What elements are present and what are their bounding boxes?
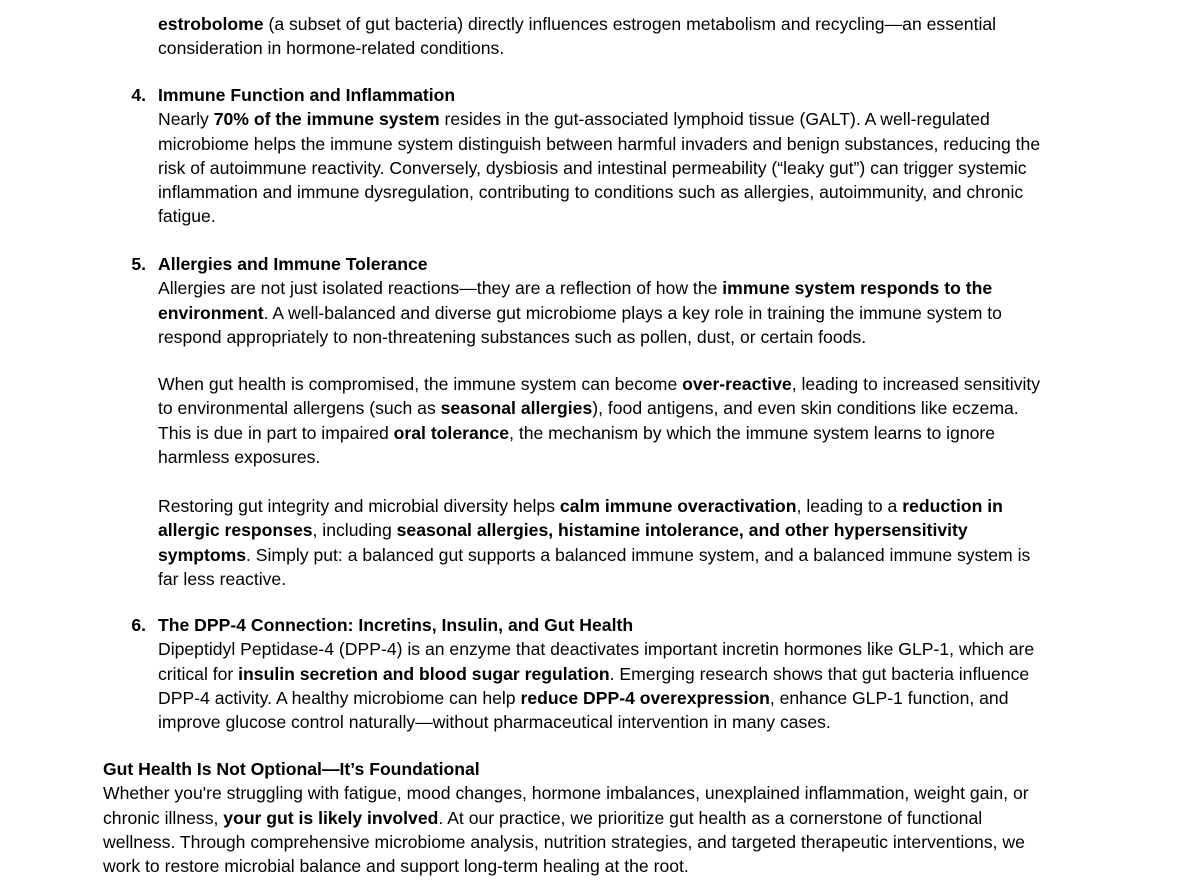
text-run: , including	[312, 520, 397, 541]
text-line: respond appropriately to non-threatening substances such as pollen, dust, or certain foods.	[158, 326, 867, 347]
text-line	[158, 518, 1030, 542]
text-line: far less reactive.	[158, 568, 287, 589]
text-run: Restoring gut integrity and microbial diversity helps	[158, 496, 560, 516]
text-line	[158, 372, 1040, 396]
text-line	[158, 12, 996, 36]
bold-term: symptoms	[158, 544, 246, 565]
item-heading	[158, 613, 1034, 637]
text-line	[158, 301, 1002, 325]
text-line	[158, 686, 1034, 710]
bold-term: calm immune overactivation	[559, 496, 797, 516]
text-line: work to restore microbial balance and support long-term healing at the root.	[103, 856, 689, 877]
bold-term: estrobolome	[158, 14, 264, 34]
text-line: wellness. Through comprehensive microbiome analysis, nutrition strategies, and targeted therapeutic interventions, we	[103, 831, 1025, 852]
allergies-paragraph-3	[158, 494, 1030, 591]
bold-term: allergic responses	[158, 520, 313, 541]
text-run: critical for	[158, 663, 239, 684]
text-run: DPP-4 activity. A healthy microbiome can help	[158, 687, 521, 708]
text-run: . Emerging research shows that gut bacteria influence	[609, 663, 1030, 684]
text-line	[158, 494, 1030, 518]
text-run: , leading to a	[796, 496, 903, 516]
heading-text: The DPP-4 Connection: Incretins, Insulin, and Gut Health	[158, 615, 634, 635]
intro-tail-paragraph	[158, 12, 996, 61]
text-line: consideration in hormone-related conditions.	[158, 38, 505, 59]
text-run: , the mechanism by which the immune system learns to ignore	[509, 422, 996, 443]
text-line	[158, 107, 1040, 131]
closing-section	[103, 757, 1029, 878]
section-heading	[103, 757, 1029, 781]
text-run: (a subset of gut bacteria) directly influences estrogen metabolism and recycling—an essential	[263, 14, 997, 34]
text-line	[158, 543, 1030, 567]
text-run: . At our practice, we prioritize gut health as a cornerstone of functional	[438, 807, 983, 828]
list-number: 5.	[131, 254, 146, 274]
text-line	[103, 806, 1029, 830]
list-item-allergies	[158, 252, 1002, 349]
bold-term: oral tolerance	[393, 422, 510, 443]
text-line: fatigue.	[158, 206, 216, 227]
bold-term: seasonal allergies	[440, 398, 593, 419]
list-number: 6.	[131, 615, 146, 635]
text-run: , enhance GLP-1 function, and	[769, 687, 1009, 708]
text-run: chronic illness,	[103, 807, 224, 828]
text-line: microbiome helps the immune system distinguish between harmful invaders and benign substances, reducing the	[158, 133, 1041, 154]
text-run: resides in the gut-associated lymphoid tissue (GALT). A well-regulated	[439, 109, 990, 130]
text-line: harmless exposures.	[158, 446, 321, 467]
text-run: . A well-balanced and diverse gut microbiome plays a key role in training the immune system to	[263, 302, 1002, 323]
text-run: When gut health is compromised, the immune system can become	[158, 374, 683, 394]
text-run: ), food antigens, and even skin conditions like eczema.	[592, 398, 1019, 419]
bold-term: insulin secretion and blood sugar regulation	[238, 663, 610, 684]
item-heading	[158, 83, 1040, 107]
text-line: risk of autoimmune reactivity. Conversely, dysbiosis and intestinal permeability (“leaky gut”) can trigger systemic	[158, 157, 1027, 178]
bold-term: over-reactive	[682, 374, 792, 394]
allergies-paragraph-2	[158, 372, 1040, 469]
text-run: . Simply put: a balanced gut supports a balanced immune system, and a balanced immune system is	[246, 544, 1031, 565]
heading-text: Gut Health Is Not Optional—It’s Foundational	[103, 759, 480, 779]
text-run: to environmental allergens (such as	[158, 398, 441, 419]
list-item-immune-function	[158, 83, 1040, 229]
heading-text: Allergies and Immune Tolerance	[158, 254, 428, 274]
bold-term: reduction in	[902, 496, 1003, 516]
text-line	[158, 276, 1002, 300]
text-line	[158, 662, 1034, 686]
text-line: improve glucose control naturally—without pharmaceutical intervention in many cases.	[158, 712, 831, 733]
text-run: , leading to increased sensitivity	[791, 374, 1041, 394]
heading-text: Immune Function and Inflammation	[158, 85, 456, 105]
text-line: inflammation and immune dysregulation, contributing to conditions such as allergies, autoimmunity, and chronic	[158, 182, 1024, 203]
text-run: This is due in part to impaired	[158, 422, 394, 443]
item-heading	[158, 252, 1002, 276]
text-line: Dipeptidyl Peptidase-4 (DPP-4) is an enzyme that deactivates important incretin hormones like GLP-1, which are	[158, 639, 1035, 660]
bold-term: reduce DPP-4 overexpression	[520, 687, 770, 708]
bold-term: 70% of the immune system	[213, 109, 440, 130]
list-number: 4.	[131, 85, 146, 105]
text-line	[158, 396, 1040, 420]
text-run: Allergies are not just isolated reactions—they are a reflection of how the	[158, 278, 723, 299]
bold-term: seasonal allergies, histamine intolerance, and other hypersensitivity	[396, 520, 968, 541]
text-run: Nearly	[158, 109, 214, 130]
text-line: Whether you're struggling with fatigue, mood changes, hormone imbalances, unexplained inflammation, weight gain, or	[103, 783, 1029, 804]
bold-term: immune system responds to the	[722, 278, 993, 299]
bold-term: your gut is likely involved	[223, 807, 439, 828]
bold-term: environment	[158, 302, 264, 323]
text-line	[158, 421, 1040, 445]
list-item-dpp4	[158, 613, 1034, 734]
